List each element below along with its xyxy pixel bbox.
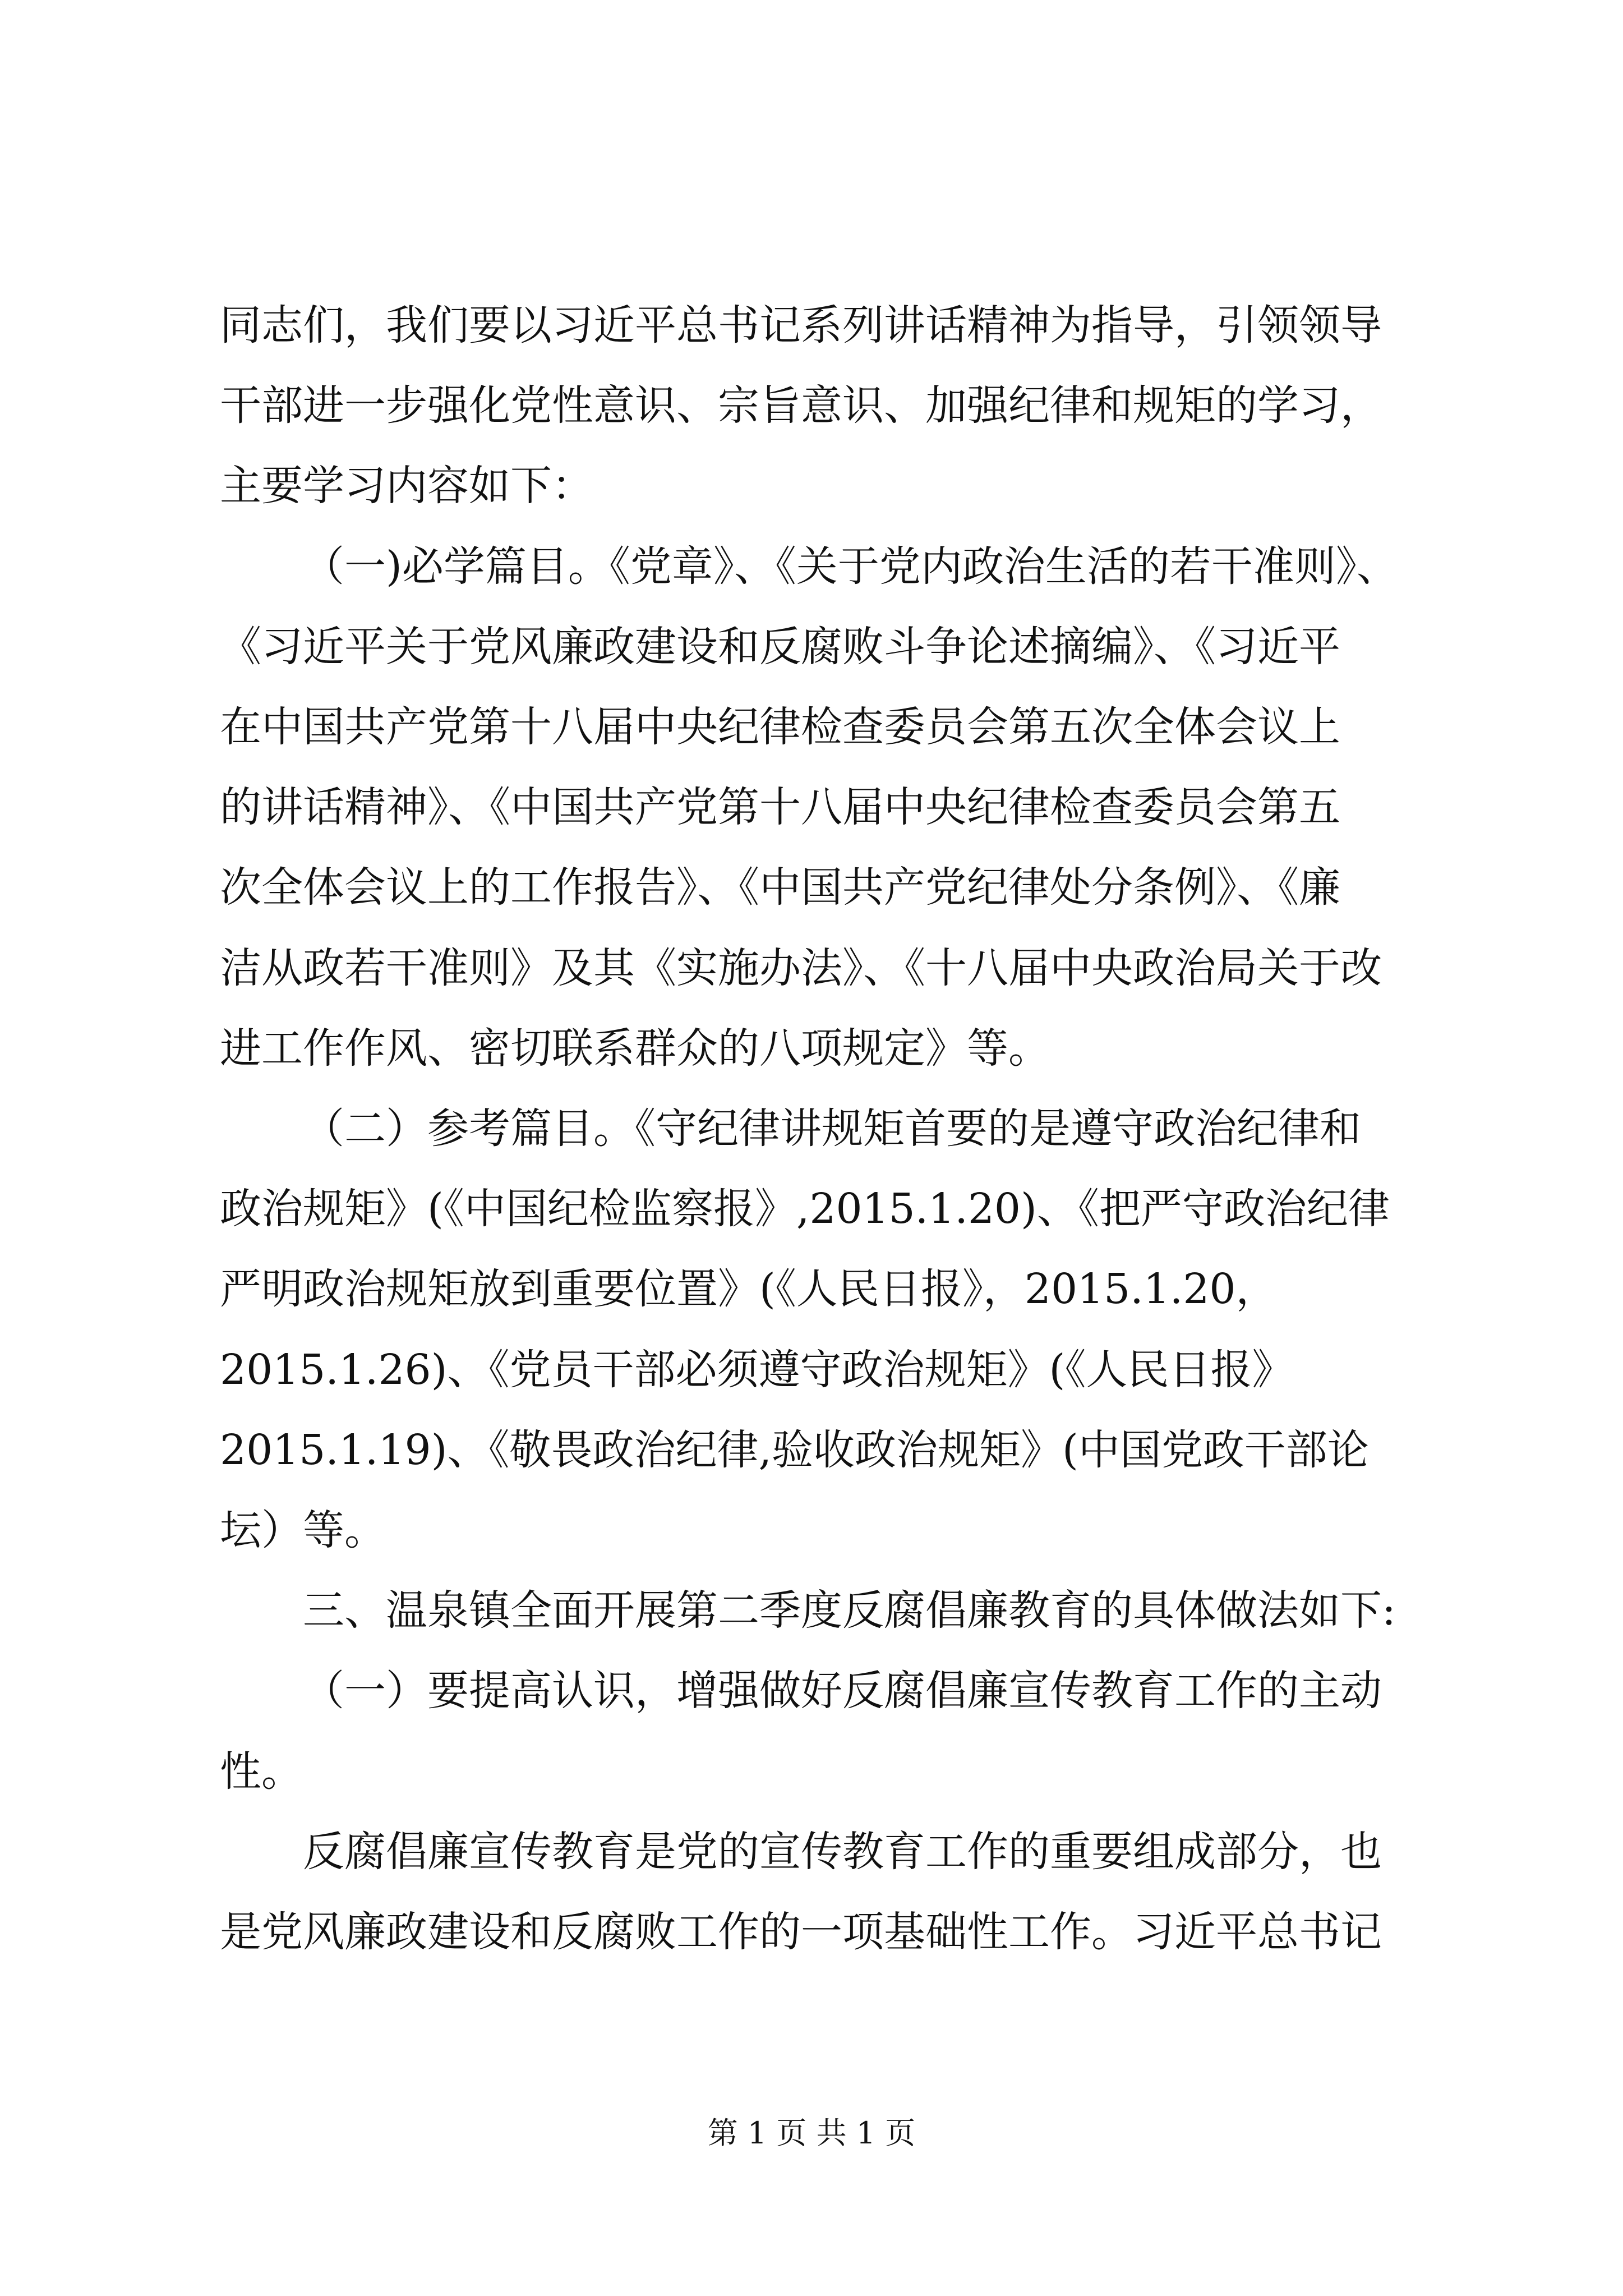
text-line: 洁从政若干准则》及其《实施办法》、《十八届中央政治局关于改	[220, 944, 1382, 992]
text-line: 2015.1.19)、《敬畏政治纪律,验收政治规矩》(中国党政干部论	[220, 1426, 1369, 1474]
text-line: 是党风廉政建设和反腐败工作的一项基础性工作。习近平总书记	[220, 1908, 1382, 1956]
text-line: （二）参考篇目。《守纪律讲规矩首要的是遵守政治纪律和	[303, 1105, 1361, 1153]
text-line: 严明政治规矩放到重要位置》(《人民日报》，2015.1.20，	[220, 1265, 1278, 1313]
text-line: 政治规矩》(《中国纪检监察报》,2015.1.20)、《把严守政治纪律	[220, 1185, 1390, 1233]
text-line: 三、温泉镇全面开展第二季度反腐倡廉教育的具体做法如下:	[303, 1586, 1396, 1635]
text-line: 的讲话精神》、《中国共产党第十八届中央纪律检查委员会第五	[220, 783, 1340, 831]
text-line: 干部进一步强化党性意识、宗旨意识、加强纪律和规矩的学习，	[220, 381, 1382, 430]
text-line: 反腐倡廉宣传教育是党的宣传教育工作的重要组成部分，也	[303, 1828, 1382, 1876]
text-line: 主要学习内容如下：	[220, 462, 593, 510]
text-line: 在中国共产党第十八届中央纪律检查委员会第五次全体会议上	[220, 703, 1340, 751]
text-line: 进工作作风、密切联系群众的八项规定》等。	[220, 1024, 1050, 1073]
page-footer: 第 1 页 共 1 页	[707, 2115, 916, 2151]
text-line: 次全体会议上的工作报告》、《中国共产党纪律处分条例》、《廉	[220, 863, 1340, 912]
text-line: 《习近平关于党风廉政建设和反腐败斗争论述摘编》、《习近平	[220, 623, 1340, 671]
text-line: 坛）等。	[220, 1506, 386, 1554]
text-line: （一）要提高认识，增强做好反腐倡廉宣传教育工作的主动	[303, 1667, 1382, 1715]
text-line: （一)必学篇目。《党章》、《关于党内政治生活的若干准则》、	[303, 542, 1398, 591]
text-line: 2015.1.26)、《党员干部必须遵守政治规矩》(《人民日报》	[220, 1346, 1294, 1394]
text-line: 同志们，我们要以习近平总书记系列讲话精神为指导，引领领导	[220, 301, 1382, 349]
text-line: 性。	[220, 1747, 303, 1796]
